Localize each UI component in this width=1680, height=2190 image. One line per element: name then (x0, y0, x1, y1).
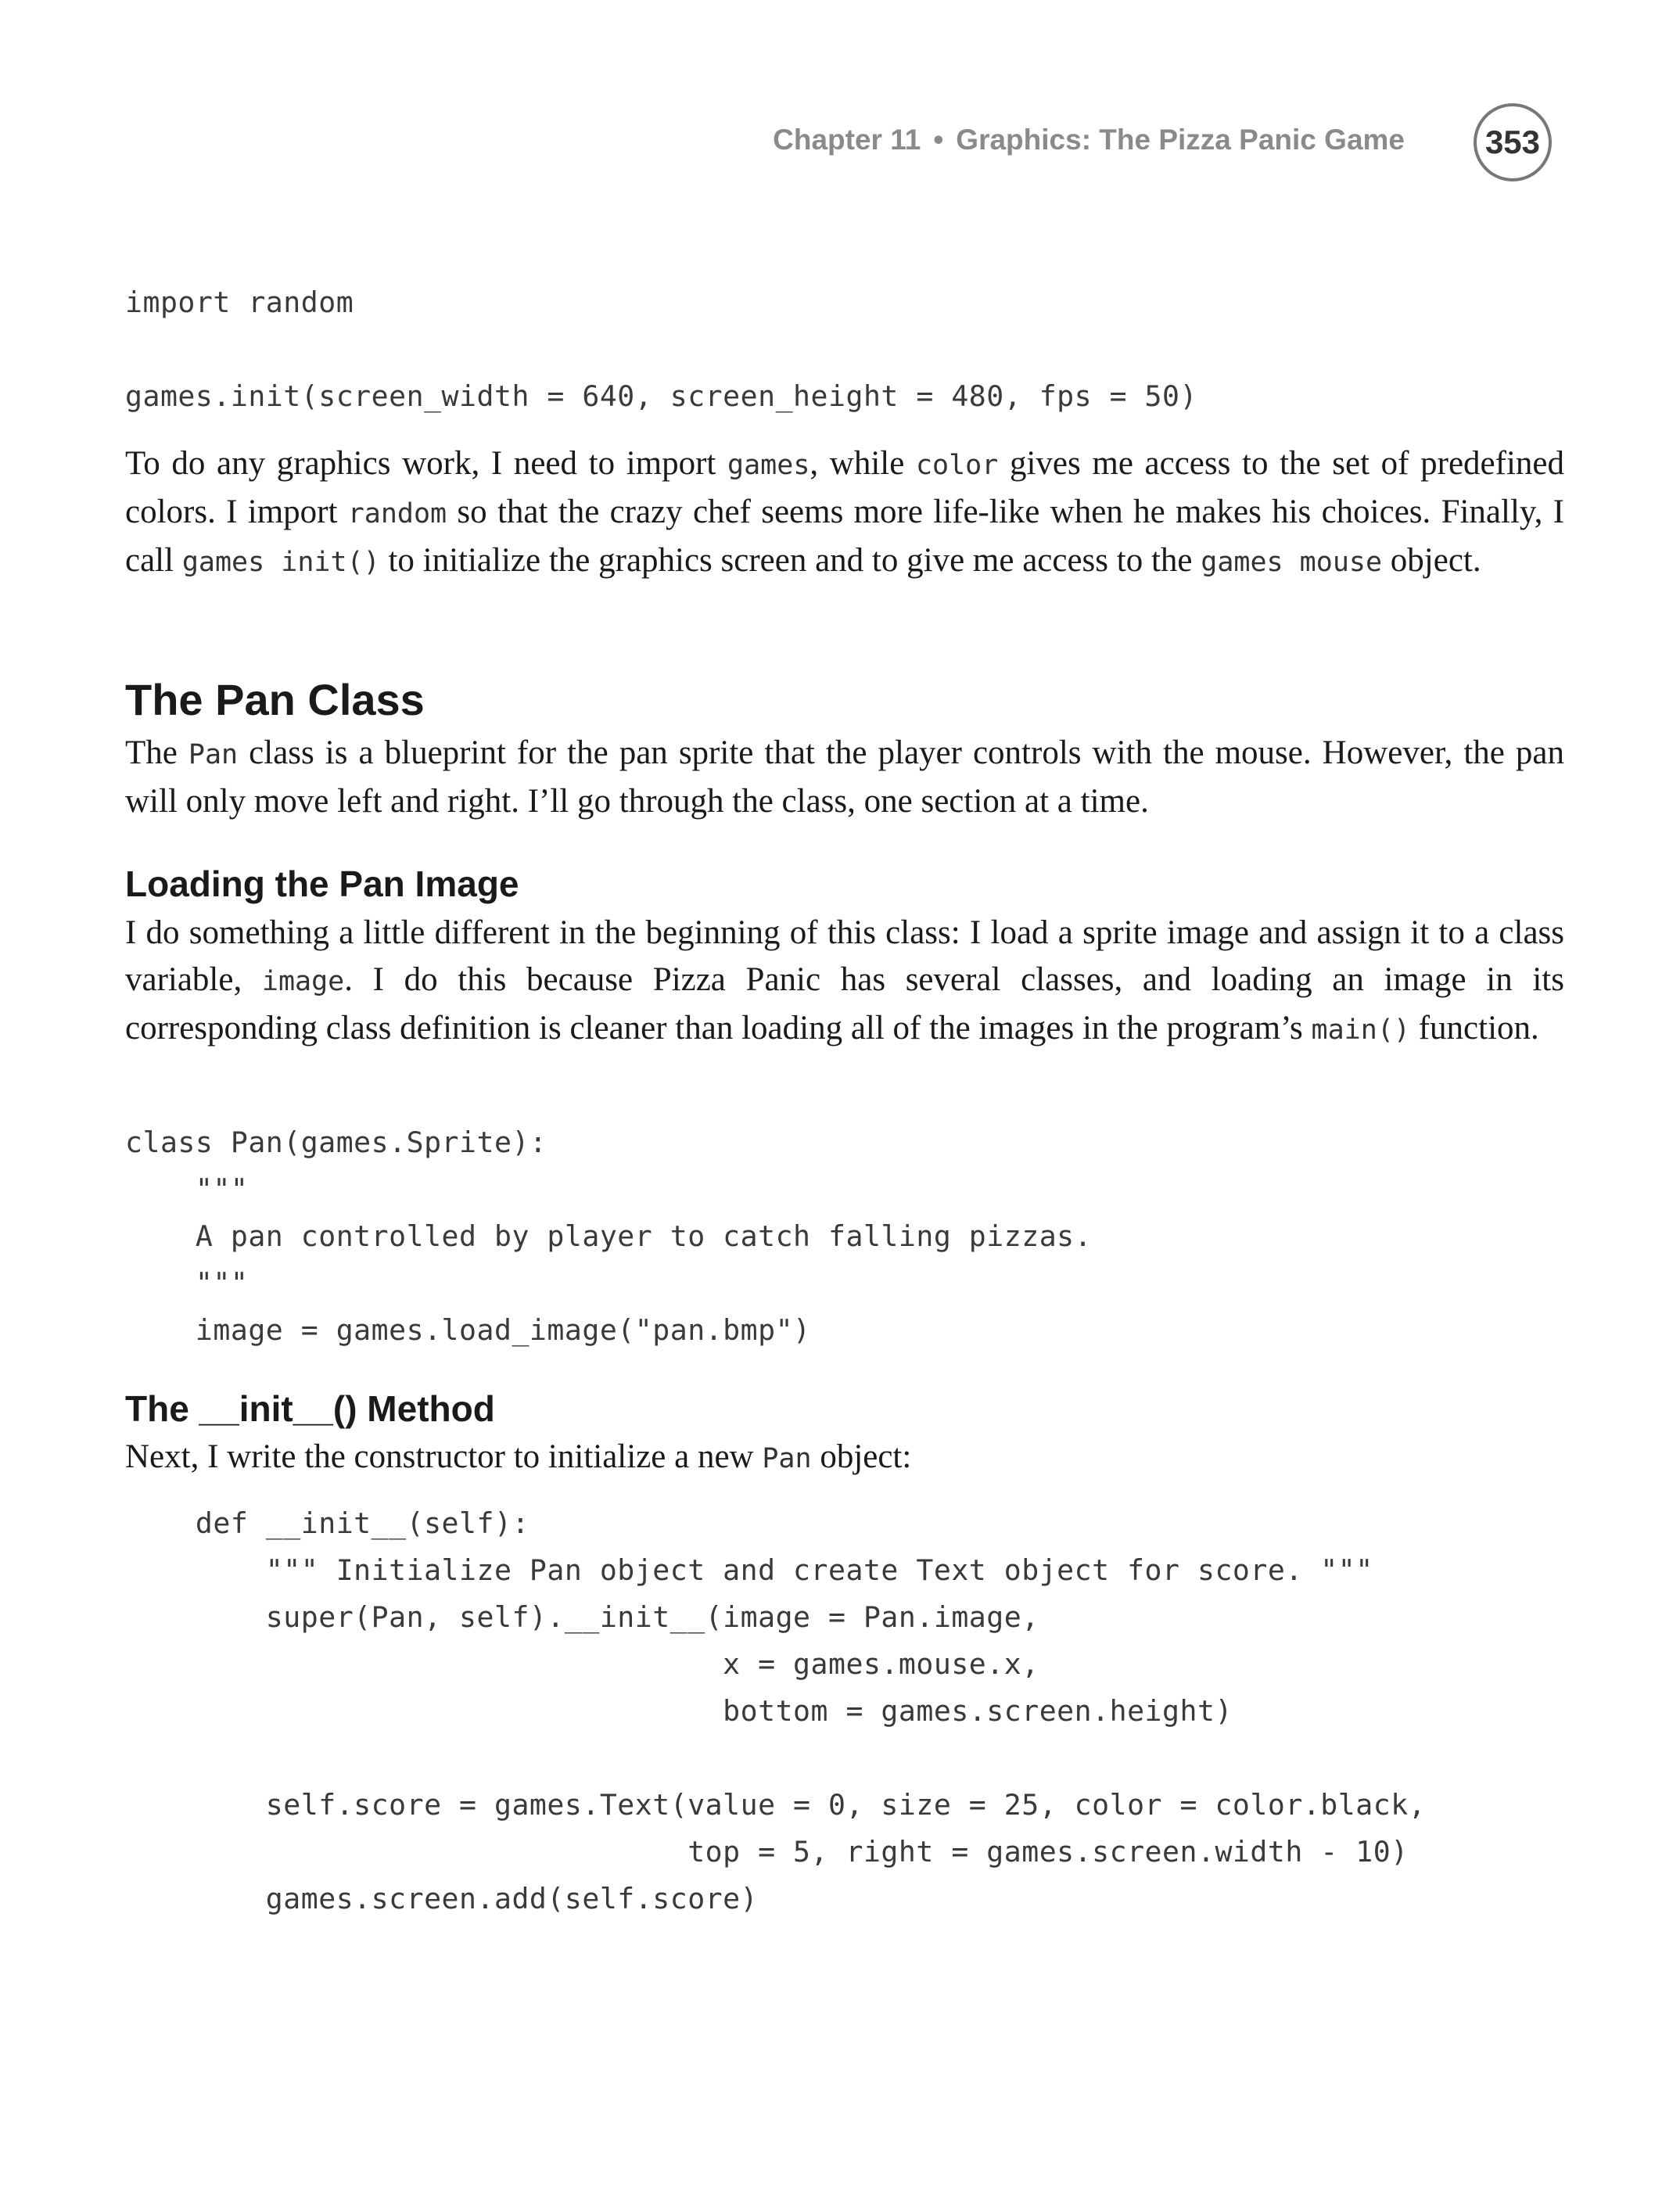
paragraph-graphics-intro (125, 440, 1564, 586)
inline-code: image (261, 966, 345, 997)
text: . I do this because Pizza Panic has several classes, and loading an image in its corresponding class definition is cleaner than loading all of the images in the program’s (125, 961, 1564, 1047)
code-line: x = games.mouse.x, (125, 1647, 1039, 1681)
code-block-imports (125, 279, 1564, 326)
inline-code: games init() (181, 547, 380, 578)
chapter-title: Graphics: The Pizza Panic Game (956, 124, 1405, 156)
inline-code: Pan (188, 739, 239, 770)
text: object: (811, 1438, 912, 1475)
page-number: 353 (1474, 103, 1552, 181)
paragraph-loading-image (125, 910, 1564, 1054)
header-separator: • (933, 124, 944, 156)
code-block-init-method (125, 1500, 1564, 1923)
code-line: """ Initialize Pan object and create Text object for score. """ (125, 1553, 1373, 1587)
inline-code: games (727, 450, 810, 481)
code-line: import random (125, 285, 354, 319)
subheading-init-method (125, 1385, 1564, 1432)
code-line: image = games.load_image("pan.bmp") (125, 1313, 811, 1347)
text: so that the crazy chef seems more life-like when he makes his choices. Finally, I call (125, 494, 1564, 579)
chapter-label: Chapter 11 (773, 124, 921, 156)
code-line: games.screen.add(self.score) (125, 1882, 759, 1915)
code-line: """ (125, 1172, 249, 1206)
subsection-heading: The __init__() Method (125, 1388, 495, 1429)
section-heading-pan-class (125, 673, 1564, 727)
text: function. (1409, 1010, 1539, 1047)
text: Next, I write the constructor to initialize a new (125, 1438, 763, 1475)
text: , while (809, 445, 916, 482)
paragraph-constructor (125, 1434, 1564, 1482)
code-line: class Pan(games.Sprite): (125, 1126, 547, 1159)
text: The (125, 734, 188, 771)
code-block-pan-class (125, 1119, 1564, 1354)
subsection-heading: Loading the Pan Image (125, 863, 519, 904)
code-line: top = 5, right = games.screen.width - 10) (125, 1835, 1409, 1869)
subheading-loading-pan-image (125, 860, 1564, 907)
text: class is a blueprint for the pan sprite that the player controls with the mouse. However, the pan will only move left and right. I’ll go through the class, one section at a time. (125, 734, 1564, 820)
section-heading: The Pan Class (125, 675, 425, 724)
code-line: """ (125, 1266, 249, 1300)
inline-code: games mouse (1201, 547, 1383, 578)
text: To do any graphics work, I need to import (125, 445, 728, 482)
code-line: super(Pan, self).__init__(image = Pan.image, (125, 1600, 1039, 1634)
inline-code: color (915, 450, 999, 481)
inline-code: Pan (762, 1443, 812, 1474)
code-line: def __init__(self): (125, 1506, 529, 1540)
text: I do something a little different in the beginning of this class: I load a sprite image and assign it to a class variable, (125, 914, 1564, 998)
running-head (773, 124, 1405, 156)
inline-code: random (347, 498, 447, 530)
code-line (125, 1735, 1564, 1782)
text: gives me access to the set of predefined colors. I import (125, 445, 1564, 530)
page-header (0, 0, 1680, 203)
text: to initialize the graphics screen and to give me access to the (379, 542, 1201, 579)
text: object. (1382, 542, 1481, 579)
inline-code: main() (1311, 1014, 1410, 1046)
paragraph-pan-class (125, 730, 1564, 825)
code-line: bottom = games.screen.height) (125, 1694, 1233, 1728)
code-line: self.score = games.Text(value = 0, size = 25, color = color.black, (125, 1788, 1427, 1822)
code-line: A pan controlled by player to catch falling pizzas. (125, 1219, 1093, 1253)
code-line: games.init(screen_width = 640, screen_height = 480, fps = 50) (125, 379, 1197, 413)
code-block-init (125, 373, 1564, 420)
